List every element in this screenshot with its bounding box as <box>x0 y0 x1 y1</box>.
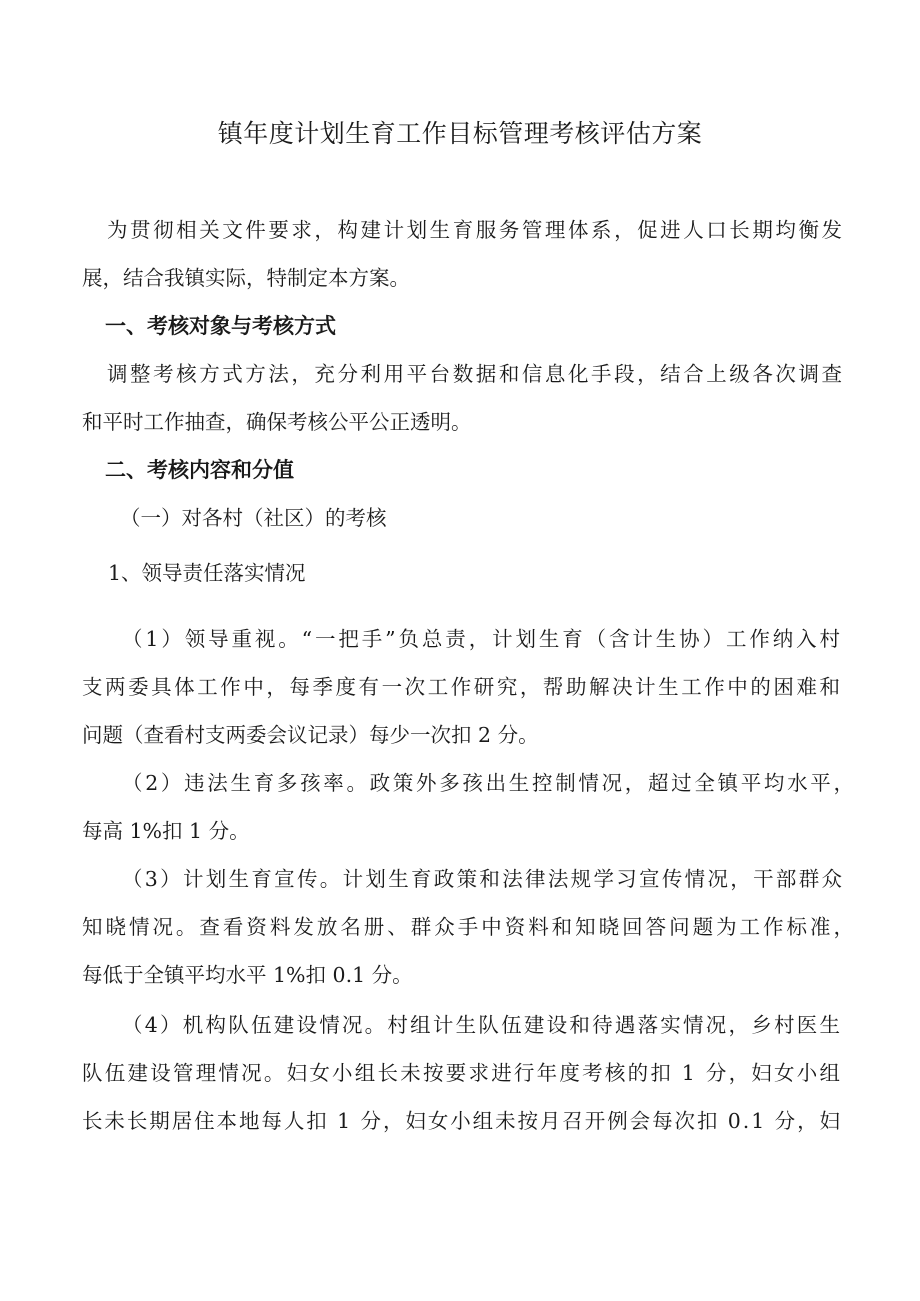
p4-line-3: 长未长期居住本地每人扣 1 分，妇女小组未按月召开例会每次扣 0.1 分，妇 <box>82 1109 842 1133</box>
p1-line-3: 问题（查看村支两委会议记录）每少一次扣 2 分。 <box>82 723 539 747</box>
subsection-heading: （一）对各村（社区）的考核 <box>120 506 387 530</box>
section1-line-1: 调整考核方式方法，充分利用平台数据和信息化手段，结合上级各次调查 <box>107 362 845 386</box>
p2-line-2: 每高 1%扣 1 分。 <box>82 819 250 843</box>
intro-line-2: 展，结合我镇实际，特制定本方案。 <box>82 266 410 290</box>
p3-line-3: 每低于全镇平均水平 1%扣 0.1 分。 <box>82 963 413 987</box>
intro-line-1: 为贯彻相关文件要求，构建计划生育服务管理体系，促进人口长期均衡发 <box>107 218 845 242</box>
p1-line-1: （1）领导重视。“一把手”负总责，计划生育（含计生协）工作纳入村 <box>122 627 843 651</box>
p3-line-2: 知晓情况。查看资料发放名册、群众手中资料和知晓回答问题为工作标准， <box>82 915 857 939</box>
p1-line-2: 支两委具体工作中，每季度有一次工作研究，帮助解决计生工作中的困难和 <box>82 675 843 699</box>
p4-line-2: 队伍建设管理情况。妇女小组长未按要求进行年度考核的扣 1 分，妇女小组 <box>82 1061 843 1085</box>
p3-line-1: （3）计划生育宣传。计划生育政策和法律法规学习宣传情况，干部群众 <box>122 867 845 891</box>
item-heading: 1、领导责任落实情况 <box>108 561 306 585</box>
section-heading-2: 二、考核内容和分值 <box>105 458 294 482</box>
document-title: 镇年度计划生育工作目标管理考核评估方案 <box>217 119 703 148</box>
p4-line-1: （4）机构队伍建设情况。村组计生队伍建设和待遇落实情况，乡村医生 <box>122 1013 843 1037</box>
section-heading-1: 一、考核对象与考核方式 <box>105 314 336 338</box>
section1-line-2: 和平时工作抽查，确保考核公平公正透明。 <box>82 410 472 434</box>
p2-line-1: （2）违法生育多孩率。政策外多孩出生控制情况，超过全镇平均水平， <box>122 771 857 795</box>
